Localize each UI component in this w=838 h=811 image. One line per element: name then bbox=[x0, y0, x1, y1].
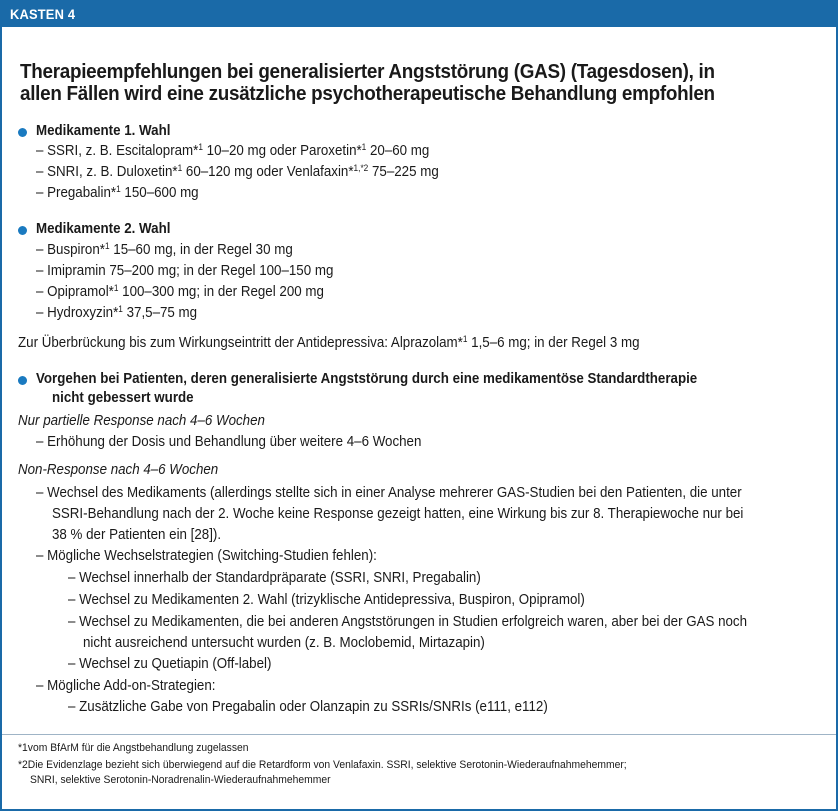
list-item: – Zusätzliche Gabe von Pregabalin oder Olanzapin zu SSRIs/SNRIs (e111, e112) bbox=[68, 699, 548, 715]
footnote-1: *1vom BfArM für die Angstbehandlung zugelassen bbox=[18, 742, 249, 754]
bullet-icon bbox=[18, 376, 27, 385]
title-line-1: Therapieempfehlungen bei generalisierter Angststörung (GAS) (Tagesdosen), in bbox=[20, 60, 715, 83]
list-item: – Erhöhung der Dosis und Behandlung über weitere 4–6 Wochen bbox=[36, 434, 422, 450]
section2-heading: Medikamente 2. Wahl bbox=[36, 221, 171, 237]
list-item: – Wechsel innerhalb der Standardpräparate (SSRI, SNRI, Pregabalin) bbox=[68, 570, 481, 586]
section3-heading-line-2: nicht gebessert wurde bbox=[52, 390, 194, 406]
non-response-label: Non-Response nach 4–6 Wochen bbox=[18, 462, 219, 478]
list-item: – Pregabalin*$^1$ 150–600 mg bbox=[36, 184, 199, 201]
bullet-icon bbox=[18, 226, 27, 235]
partial-response-label: Nur partielle Response nach 4–6 Wochen bbox=[18, 413, 265, 429]
section3-heading-line-1: Vorgehen bei Patienten, deren generalisierte Angststörung durch eine medikamentöse Standardtherapie bbox=[36, 371, 698, 387]
list-item: – Buspiron*$^1$ 15–60 mg, in der Regel 30 mg bbox=[36, 241, 293, 258]
list-item: – Wechsel zu Quetiapin (Off-label) bbox=[68, 656, 272, 672]
list-item: – SNRI, z. B. Duloxetin*$^1$ 60–120 mg oder Venlafaxin*$^{1,*2}$ 75–225 mg bbox=[36, 163, 439, 180]
section1-heading: Medikamente 1. Wahl bbox=[36, 123, 171, 139]
strategies-heading: – Mögliche Wechselstrategien (Switching-Studien fehlen): bbox=[36, 548, 377, 564]
list-item: – Wechsel zu Medikamenten 2. Wahl (trizyklische Antidepressiva, Buspiron, Opipramol) bbox=[68, 592, 585, 608]
list-item: – Opipramol*$^1$ 100–300 mg; in der Regel 200 mg bbox=[36, 283, 324, 300]
box-header bbox=[2, 2, 836, 27]
bridging-note: Zur Überbrückung bis zum Wirkungseintritt der Antidepressiva: Alprazolam*$^1$ 1,5–6 mg; in der Regel 3 mg bbox=[18, 334, 640, 351]
title-line-2: allen Fällen wird eine zusätzliche psychotherapeutische Behandlung empfohlen bbox=[20, 82, 715, 105]
list-item: – Imipramin 75–200 mg; in der Regel 100–150 mg bbox=[36, 263, 334, 279]
list-item: – SSRI, z. B. Escitalopram*$^1$ 10–20 mg oder Paroxetin*$^1$ 20–60 mg bbox=[36, 142, 430, 159]
list-item-continuation: nicht ausreichend untersucht wurden (z. B. Moclobemid, Mirtazapin) bbox=[83, 635, 485, 651]
list-item: – Wechsel zu Medikamenten, die bei anderen Angststörungen in Studien erfolgreich waren, aber bei der GAS noch bbox=[68, 614, 748, 630]
list-item-continuation: 38 % der Patienten ein [28]). bbox=[52, 527, 222, 543]
box-label: KASTEN 4 bbox=[10, 6, 76, 22]
footnote-2: *2Die Evidenzlage bezieht sich überwiegend auf die Retardform von Venlafaxin. SSRI, selektive Serotonin-Wiederaufnahmehemmer; bbox=[18, 759, 627, 771]
footnote-divider bbox=[2, 734, 836, 735]
bullet-icon bbox=[18, 128, 27, 137]
addon-heading: – Mögliche Add-on-Strategien: bbox=[36, 678, 216, 694]
list-item: – Wechsel des Medikaments (allerdings stellte sich in einer Analyse mehrerer GAS-Studien bei den Patienten, die unter bbox=[36, 485, 742, 501]
footnote-2-line-2: SNRI, selektive Serotonin-Noradrenalin-Wiederaufnahmehemmer bbox=[30, 774, 331, 786]
list-item: – Hydroxyzin*$^1$ 37,5–75 mg bbox=[36, 304, 198, 321]
box-title bbox=[20, 61, 756, 105]
list-item-continuation: SSRI-Behandlung nach der 2. Woche keine Response gezeigt hatten, eine Wirkung bis zur 8. Therapiewoche nur bei bbox=[52, 506, 744, 522]
